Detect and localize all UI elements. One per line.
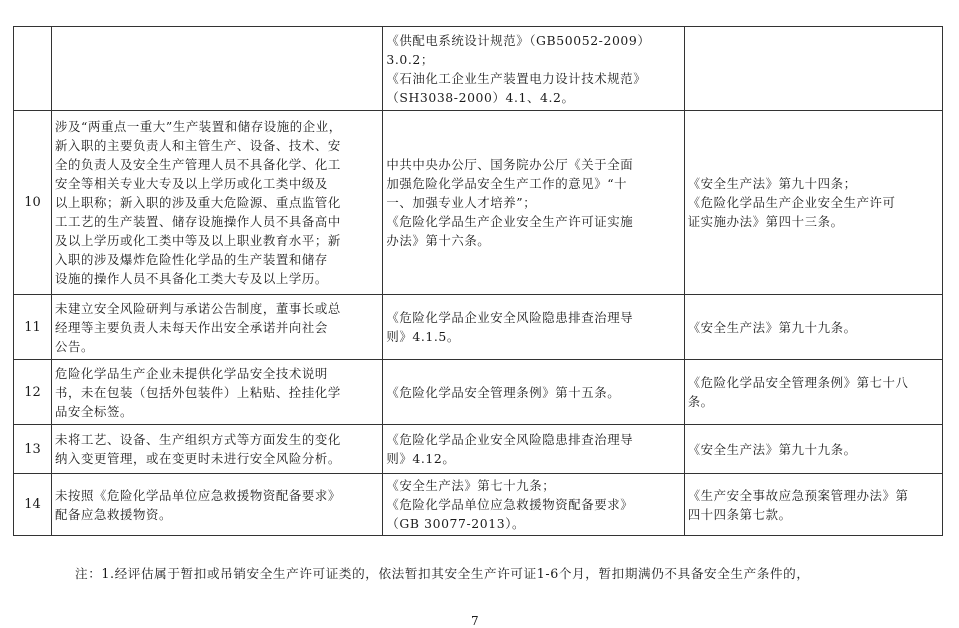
cell-line: 公告。	[55, 338, 95, 354]
cell-line: 未按照《危险化学品单位应急救援物资配备要求》	[55, 487, 341, 503]
issue-cell	[52, 295, 383, 360]
issue-cell	[52, 425, 383, 474]
cell-line: 办法》第十六条。	[386, 233, 491, 248]
cell-line: 《危险化学品安全管理条例》第七十八	[687, 375, 909, 390]
cell-line: 则》4.1.5。	[386, 329, 460, 344]
cell-line: 书，未在包装（包括外包装件）上粘贴、拴挂化学	[55, 384, 341, 400]
penalty-cell	[684, 474, 942, 536]
penalty-cell	[684, 27, 942, 111]
cell-line: 证实施办法》第四十三条。	[687, 214, 844, 229]
cell-line: 《危险化学品安全管理条例》第十五条。	[386, 384, 621, 400]
cell-line: 《安全生产法》第九十四条；	[687, 176, 857, 191]
penalty-cell	[684, 360, 942, 425]
cell-line: 条。	[687, 394, 714, 409]
cell-line: 品安全标签。	[55, 403, 133, 419]
issue-cell	[52, 111, 383, 295]
penalty-cell	[684, 295, 942, 360]
row-index: 13	[14, 425, 52, 474]
cell-line: 新入职的主要负责人和主管生产、设备、技术、安	[55, 138, 341, 153]
row-index: 12	[14, 360, 52, 425]
table-row	[14, 27, 943, 111]
basis-cell	[383, 425, 684, 474]
cell-line: 以上职称；新入职的涉及重大危险源、重点监管化	[55, 195, 341, 210]
table-row	[14, 474, 943, 536]
cell-line: 危险化学品生产企业未提供化学品安全技术说明	[55, 365, 328, 381]
issue-cell	[52, 474, 383, 536]
cell-line: 《石油化工企业生产装置电力设计技术规范》	[386, 70, 647, 86]
cell-line: 一、加强专业人才培养”；	[386, 195, 537, 210]
cell-line: 纳入变更管理，或在变更时未进行安全风险分析。	[55, 451, 341, 466]
page-number: 7	[471, 614, 479, 628]
cell-line: 则》4.12。	[386, 451, 456, 466]
row-index: 10	[14, 111, 52, 295]
row-index: 11	[14, 295, 52, 360]
cell-line: 未建立安全风险研判与承诺公告制度，董事长或总	[55, 300, 341, 316]
table-body	[14, 27, 943, 536]
cell-line: 设施的操作人员不具备化工类大专及以上学历。	[55, 271, 328, 286]
cell-line: 《危险化学品生产企业安全生产许可	[687, 195, 896, 210]
cell-line: 《安全生产法》第七十九条；	[386, 478, 556, 493]
cell-line: 及以上学历或化工类中等及以上职业教育水平；新	[55, 233, 341, 248]
cell-line: 《生产安全事故应急预案管理办法》第	[687, 487, 909, 503]
cell-line: 配备应急救援物资。	[55, 506, 172, 522]
cell-line: 工工艺的生产装置、储存设施操作人员不具备高中	[55, 214, 341, 229]
cell-line: 《安全生产法》第九十九条。	[687, 441, 857, 457]
inspection-table	[13, 26, 943, 536]
issue-cell	[52, 27, 383, 111]
table-row	[14, 295, 943, 360]
table-row	[14, 360, 943, 425]
cell-line: 《安全生产法》第九十九条。	[687, 319, 857, 335]
basis-cell	[383, 27, 684, 111]
penalty-cell	[684, 111, 942, 295]
row-index: 14	[14, 474, 52, 536]
cell-line: 中共中央办公厅、国务院办公厅《关于全面	[386, 157, 634, 172]
cell-line: 涉及“两重点一重大”生产装置和储存设施的企业，	[55, 119, 342, 134]
cell-line: 《危险化学品单位应急救援物资配备要求》	[386, 497, 634, 512]
cell-line: （GB 30077-2013）。	[386, 516, 526, 531]
cell-line: 《供配电系统设计规范》（GB50052-2009）	[386, 32, 651, 48]
penalty-cell	[684, 425, 942, 474]
cell-line: 安全等相关专业大专及以上学历或化工类中级及	[55, 176, 328, 191]
cell-line: 入职的涉及爆炸危险性化学品的生产装置和储存	[55, 252, 328, 267]
basis-cell	[383, 474, 684, 536]
cell-line: 经理等主要负责人未每天作出安全承诺并向社会	[55, 319, 328, 335]
table-row	[14, 425, 943, 474]
cell-line: 四十四条第七款。	[687, 506, 792, 522]
issue-cell	[52, 360, 383, 425]
cell-line: 《危险化学品生产企业安全生产许可证实施	[386, 214, 634, 229]
cell-line: 《危险化学品企业安全风险隐患排查治理导	[386, 310, 634, 325]
table-row	[14, 111, 943, 295]
basis-cell	[383, 295, 684, 360]
footnote: 注：1.经评估属于暂扣或吊销安全生产许可证类的，依法暂扣其安全生产许可证1-6个月，暂扣期满仍不具备安全生产条件的，	[75, 566, 810, 581]
cell-line: 《危险化学品企业安全风险隐患排查治理导	[386, 432, 634, 447]
row-index	[14, 27, 52, 111]
cell-line: 全的负责人及安全生产管理人员不具备化学、化工	[55, 157, 341, 172]
basis-cell	[383, 111, 684, 295]
cell-line: （SH3038-2000）4.1、4.2。	[386, 89, 575, 105]
cell-line: 3.0.2；	[386, 51, 434, 67]
cell-line: 未将工艺、设备、生产组织方式等方面发生的变化	[55, 432, 341, 447]
cell-line: 加强危险化学品安全生产工作的意见》“十	[386, 176, 628, 191]
basis-cell	[383, 360, 684, 425]
